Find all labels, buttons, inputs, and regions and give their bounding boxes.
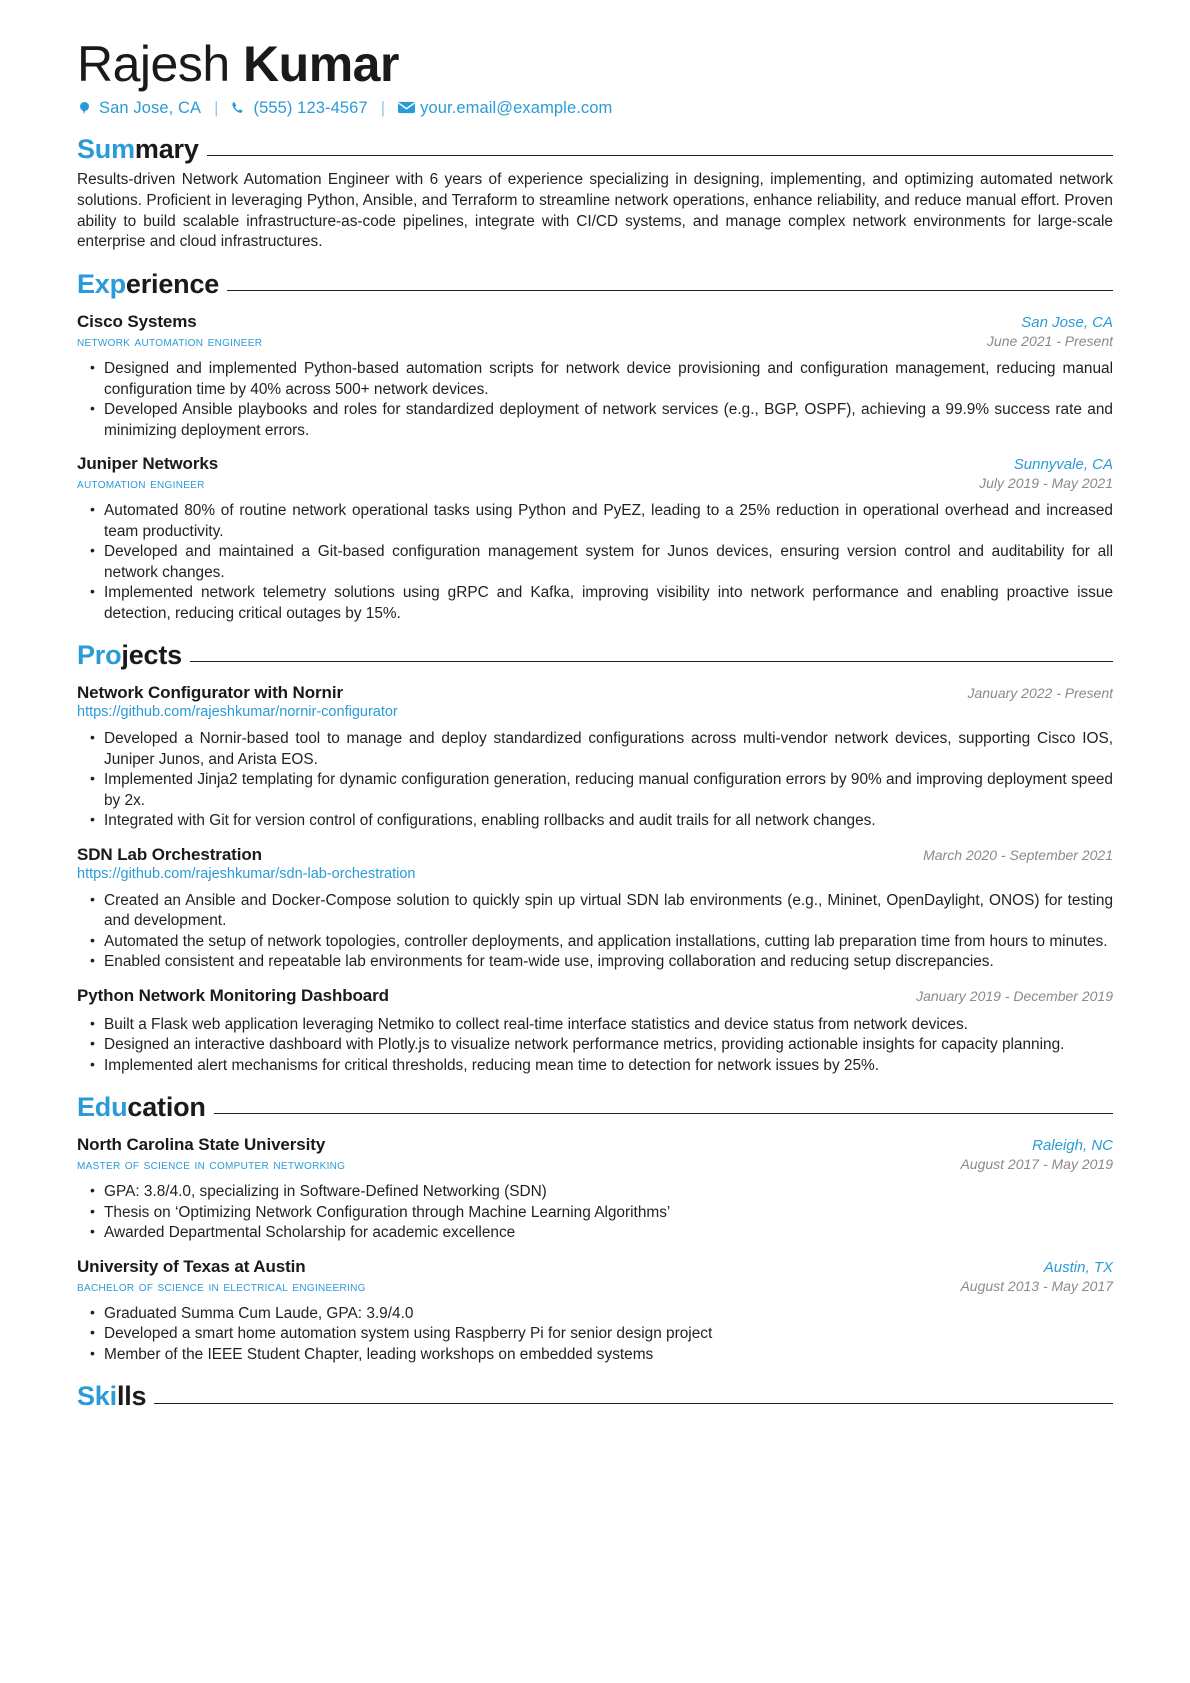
section-title-projects [77,640,182,670]
entry-degree: master of science in computer networking [77,1157,346,1174]
entry-location: San Jose, CA [1021,314,1113,332]
entry-date: August 2013 - May 2017 [960,1277,1113,1294]
entry-organization: Cisco Systems [77,312,197,332]
education-entry [77,1135,1113,1243]
section-title-accent: Ski [77,1381,117,1412]
section-title-rest: cation [127,1092,206,1123]
list-item: • Built a Flask web application leveraging Netmiko to collect real-time interface statistics and device status from network devices. [104,1015,1113,1035]
entry-date: July 2019 - May 2021 [979,475,1113,492]
experience-entry [77,312,1113,441]
contact-phone-label: (555) 123-4567 [253,99,368,117]
list-item: • Automated the setup of network topologies, controller deployments, and application installations, cutting lab preparation time from hours to minutes. [104,932,1113,952]
contact-email-label: your.email@example.com [420,99,613,117]
contact-location-label: San Jose, CA [99,99,202,117]
entry-organization: SDN Lab Orchestration [77,844,262,864]
entry-location: Raleigh, NC [1032,1137,1113,1155]
entry-role: automation engineer [77,476,205,493]
list-item: • Automated 80% of routine network operational tasks using Python and PyEZ, leading to a 25% reduction in operational overhead and increased team productivity. [104,501,1113,542]
phone-icon [231,101,246,117]
list-item: • Developed Ansible playbooks and roles for standardized deployment of network services (e.g., BGP, OSPF), achieving a 99.9% success rate and minimizing deployment errors. [104,400,1113,441]
page-title [77,38,1113,91]
envelope-icon [398,101,413,117]
section-title-summary [77,134,199,164]
contact-location [77,99,201,118]
list-item: • Designed and implemented Python-based automation scripts for network device provisioning and configuration management, reducing manual configuration time by 40% across 500+ network devices. [104,359,1113,400]
entry-bullets [77,501,1113,624]
section-header-summary [77,134,1113,164]
entry-date: January 2022 - Present [967,685,1113,702]
summary-text: Results-driven Network Automation Engineer with 6 years of experience specializing in designing, implementing, and optimizing automated network solutions. Proficient in leveraging Python, Ansible, and Terraform to streamline network operations, enhance reliability, and reduce manual effort. Proven ability to build scalable infrastructure-as-code pipelines, integrate with CI/CD systems, and manage complex network environments for large-scale enterprise and cloud infrastructures. [77,171,1113,251]
entry-role: network automation engineer [77,334,263,351]
experience-entry [77,454,1113,624]
entry-top-row [77,454,1113,474]
entry-top-row [77,312,1113,332]
entry-date: August 2017 - May 2019 [960,1156,1113,1173]
list-item: • Member of the IEEE Student Chapter, leading workshops on embedded systems [104,1345,1113,1365]
list-item: • GPA: 3.8/4.0, specializing in Software-Defined Networking (SDN) [104,1182,1113,1202]
entry-top-row [77,845,1113,865]
section-title-rest: lls [116,1381,147,1412]
section-rule [227,290,1113,291]
entry-top-row [77,1135,1113,1155]
entry-bullets [77,1182,1113,1243]
entry-top-row [77,683,1113,703]
education-entry [77,1257,1113,1365]
list-item: • Thesis on ‘Optimizing Network Configuration through Machine Learning Algorithms’ [104,1203,1113,1223]
list-item: • Developed a smart home automation system using Raspberry Pi for senior design project [104,1324,1113,1344]
entry-bullets [77,1015,1113,1076]
section-rule [190,661,1113,662]
entry-organization: Network Configurator with Nornir [77,683,343,703]
section-title-rest: jects [121,640,182,671]
list-item: • Integrated with Git for version control of configurations, enabling rollbacks and audit trails for all network changes. [104,811,1113,831]
section-header-skills [77,1381,1113,1411]
entry-organization: Python Network Monitoring Dashboard [77,985,389,1005]
first-name: Rajesh [77,36,230,92]
section-header-education [77,1092,1113,1122]
contact-separator-2: | [380,99,386,117]
entry-degree: bachelor of science in electrical engineering [77,1278,366,1295]
entry-top-row [77,1257,1113,1277]
project-entry [77,845,1113,973]
entry-location: Sunnyvale, CA [1013,456,1113,474]
project-url[interactable]: https://github.com/rajeshkumar/sdn-lab-orchestration [77,865,416,882]
section-title-accent: Sum [77,134,135,164]
section-rule [214,1113,1113,1114]
list-item: • Implemented Jinja2 templating for dynamic configuration generation, reducing manual configuration errors by 90% and improving deployment speed by 2x. [104,770,1113,811]
list-item: • Enabled consistent and repeatable lab environments for team-wide use, improving collaboration and reducing setup discrepancies. [104,952,1113,972]
list-item: • Implemented alert mechanisms for critical thresholds, reducing mean time to detection for network issues by 25%. [104,1056,1113,1076]
entry-sub-row [77,333,1113,350]
list-item: • Graduated Summa Cum Laude, GPA: 3.9/4.0 [104,1304,1113,1324]
project-entry [77,683,1113,831]
entry-bullets [77,729,1113,831]
section-title-rest: erience [125,269,220,300]
contact-separator-1: | [214,99,219,117]
entry-date: March 2020 - September 2021 [923,846,1113,863]
section-title-accent: Pro [77,640,122,671]
entry-date: June 2021 - Present [986,333,1113,350]
contact-email[interactable] [398,99,612,118]
entry-top-row [77,986,1113,1006]
section-rule [154,1403,1113,1404]
entry-bullets [77,359,1113,441]
section-title-experience [77,269,219,299]
section-header-experience [77,269,1113,299]
project-url[interactable]: https://github.com/rajeshkumar/nornir-configurator [77,704,398,721]
entry-organization: Juniper Networks [77,454,219,474]
last-name: Kumar [243,36,399,92]
entry-sub-row [77,475,1113,492]
map-pin-icon [77,101,92,117]
section-title-accent: Exp [77,269,126,300]
section-header-projects [77,640,1113,670]
entry-sub-row [77,1156,1113,1173]
list-item: • Implemented network telemetry solutions using gRPC and Kafka, improving visibility into network performance and enabling proactive issue detection, reducing critical outages by 15%. [104,583,1113,624]
entry-bullets [77,891,1113,973]
entry-organization: University of Texas at Austin [77,1256,306,1276]
section-title-education [77,1092,206,1122]
section-title-rest: mary [134,134,199,164]
list-item: • Developed a Nornir-based tool to manage and deploy standardized configurations across multi-vendor network devices, supporting Cisco IOS, Juniper Junos, and Arista EOS. [104,729,1113,770]
list-item: • Created an Ansible and Docker-Compose solution to quickly spin up virtual SDN lab environments (e.g., Mininet, OpenDaylight, ONOS) for testing and development. [104,891,1113,932]
entry-location: Austin, TX [1043,1258,1113,1276]
section-title-accent: Edu [77,1092,128,1123]
section-rule [207,155,1113,156]
list-item: • Developed and maintained a Git-based configuration management system for Junos devices, ensuring version control and auditability for all network changes. [104,542,1113,583]
entry-bullets [77,1304,1113,1365]
section-title-skills [77,1381,146,1411]
contact-phone[interactable] [231,99,367,118]
list-item: • Designed an interactive dashboard with Plotly.js to visualize network performance metrics, providing actionable insights for capacity planning. [104,1035,1113,1055]
list-item: • Awarded Departmental Scholarship for academic excellence [104,1223,1113,1243]
entry-date: January 2019 - December 2019 [916,987,1113,1004]
entry-sub-row [77,1278,1113,1295]
entry-organization: North Carolina State University [77,1135,326,1155]
contact-bar [77,99,1113,118]
project-entry [77,986,1113,1076]
